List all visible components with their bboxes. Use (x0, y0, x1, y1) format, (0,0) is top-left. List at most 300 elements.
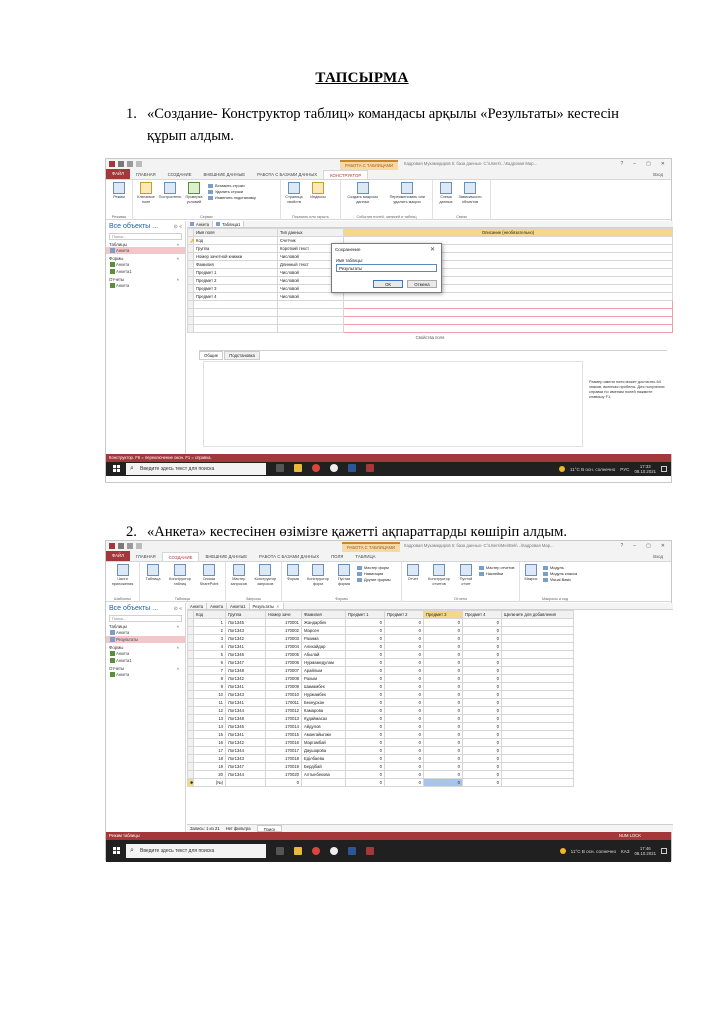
modify-lookups-button[interactable] (208, 195, 256, 200)
table-cell[interactable]: 0 (385, 707, 424, 715)
table-cell[interactable]: 0 (424, 675, 463, 683)
column-header[interactable]: Предмет 2 (385, 611, 424, 619)
table-cell[interactable]: Абылай (302, 651, 346, 659)
table-cell[interactable] (502, 619, 574, 627)
table-cell[interactable]: 170009 (266, 683, 302, 691)
language-indicator[interactable]: КАЗ (621, 848, 630, 854)
table-cell[interactable]: 170001 (266, 619, 302, 627)
table-cell[interactable]: Лог1348 (226, 667, 266, 675)
table-cell[interactable]: 170011 (266, 699, 302, 707)
table-cell[interactable]: Лог1346 (226, 651, 266, 659)
nav-search-input[interactable]: Поиск... (109, 233, 182, 240)
undo-icon[interactable] (127, 543, 133, 549)
table-cell[interactable]: 8 (194, 675, 226, 683)
save-icon[interactable] (118, 161, 124, 167)
task-view-icon[interactable] (276, 464, 284, 472)
table-cell[interactable]: Амангайыпжи (302, 731, 346, 739)
taskbar-search-input[interactable]: ⌕ Введите здесь текст для поиска (126, 463, 266, 475)
table-cell[interactable]: 0 (463, 715, 502, 723)
table-row[interactable] (188, 683, 574, 691)
chevron-up-icon[interactable]: ˄ (176, 242, 179, 247)
notifications-icon[interactable] (661, 848, 667, 854)
empty-cell[interactable] (278, 325, 344, 333)
description-cell[interactable] (344, 293, 673, 301)
table-cell[interactable]: 0 (463, 675, 502, 683)
table-cell[interactable] (502, 779, 574, 787)
undo-icon[interactable] (127, 161, 133, 167)
delete-rows-button[interactable] (208, 189, 256, 194)
table-cell[interactable]: 13 (194, 715, 226, 723)
table-row[interactable] (188, 659, 574, 667)
chevron-up-icon[interactable]: ˄ (176, 624, 179, 629)
table-cell[interactable]: 0 (346, 619, 385, 627)
record-counter[interactable]: Запись: 1 из 21 (190, 826, 220, 831)
task-view-icon[interactable] (276, 847, 284, 855)
table-cell[interactable]: 170019 (266, 763, 302, 771)
empty-cell[interactable] (278, 301, 344, 309)
table-cell[interactable]: Лог1342 (226, 675, 266, 683)
table-cell[interactable]: 0 (463, 683, 502, 691)
table-cell[interactable]: 0 (346, 659, 385, 667)
nav-group-header[interactable] (106, 643, 185, 650)
language-indicator[interactable]: РУС (620, 466, 630, 472)
table-cell[interactable]: 0 (385, 699, 424, 707)
table-cell[interactable] (502, 651, 574, 659)
table-cell[interactable]: Лог1345 (226, 619, 266, 627)
column-header[interactable]: Щелкните для добавления (502, 611, 574, 619)
table-cell[interactable]: 170012 (266, 707, 302, 715)
field-name-cell[interactable]: Группа (194, 245, 278, 253)
table-row[interactable] (188, 747, 574, 755)
chevron-up-icon[interactable]: ˄ (176, 256, 179, 261)
doc-tab-anketa-2[interactable] (207, 603, 227, 609)
table-cell[interactable]: 0 (424, 635, 463, 643)
empty-cell[interactable] (344, 309, 673, 317)
table-cell[interactable] (502, 715, 574, 723)
table-cell[interactable]: 0 (346, 691, 385, 699)
table-cell[interactable]: Лог1345 (226, 723, 266, 731)
table-cell[interactable]: 0 (385, 763, 424, 771)
table-cell[interactable]: 12 (194, 707, 226, 715)
table-cell[interactable]: Айдулов (302, 723, 346, 731)
table-cell[interactable]: 170006 (266, 659, 302, 667)
help-button[interactable]: ? (620, 543, 624, 549)
nav-item[interactable] (106, 671, 185, 678)
table-row[interactable] (188, 635, 574, 643)
table-cell[interactable]: Маргамбай (302, 739, 346, 747)
field-name-cell[interactable]: Предмет 2 (194, 277, 278, 285)
class-module-button[interactable] (543, 571, 577, 576)
table-cell[interactable]: 0 (463, 707, 502, 715)
table-cell[interactable]: 0 (346, 627, 385, 635)
table-cell[interactable] (226, 779, 266, 787)
table-cell[interactable] (502, 707, 574, 715)
table-cell[interactable]: 0 (385, 747, 424, 755)
table-row[interactable] (188, 667, 574, 675)
report-wizard-button[interactable] (479, 565, 514, 570)
table-row[interactable] (188, 723, 574, 731)
chrome-icon[interactable] (312, 847, 320, 855)
word-icon[interactable] (348, 847, 356, 855)
close-button[interactable]: ✕ (660, 161, 665, 167)
table-cell[interactable]: 17 (194, 747, 226, 755)
table-cell[interactable]: 0 (385, 643, 424, 651)
table-row[interactable] (188, 739, 574, 747)
table-cell[interactable]: 0 (346, 779, 385, 787)
table-cell[interactable]: 4 (194, 643, 226, 651)
table-cell[interactable]: 0 (463, 763, 502, 771)
table-cell[interactable]: 11 (194, 699, 226, 707)
table-cell[interactable]: (№) (194, 779, 226, 787)
navigation-button[interactable] (357, 571, 391, 576)
data-type-cell[interactable]: Короткий текст (278, 245, 344, 253)
table-cell[interactable]: 0 (424, 747, 463, 755)
table-cell[interactable] (502, 683, 574, 691)
table-cell[interactable]: 0 (346, 731, 385, 739)
chevron-up-icon[interactable]: ˄ (176, 277, 179, 282)
yandex-icon[interactable] (330, 464, 338, 472)
table-cell[interactable]: 0 (463, 747, 502, 755)
table-cell[interactable]: 170010 (266, 691, 302, 699)
nav-item[interactable] (106, 657, 185, 664)
clock[interactable] (634, 846, 656, 856)
nav-group-header[interactable] (106, 664, 185, 671)
nav-group-header[interactable] (106, 275, 185, 282)
table-cell[interactable]: Нуржамбек (302, 691, 346, 699)
help-button[interactable]: ? (620, 161, 624, 167)
table-cell[interactable]: 0 (346, 707, 385, 715)
file-explorer-icon[interactable] (294, 464, 302, 472)
table-cell[interactable]: 0 (266, 779, 302, 787)
table-cell[interactable]: Лог1341 (226, 699, 266, 707)
table-cell[interactable]: 170013 (266, 715, 302, 723)
table-cell[interactable]: 0 (385, 659, 424, 667)
table-cell[interactable] (502, 731, 574, 739)
column-header[interactable]: Группа (226, 611, 266, 619)
nav-item[interactable] (106, 268, 185, 275)
chevron-up-icon[interactable]: ˄ (176, 645, 179, 650)
data-type-cell[interactable]: Числовой (278, 269, 344, 277)
table-cell[interactable] (502, 739, 574, 747)
table-cell[interactable]: 0 (424, 755, 463, 763)
insert-rows-button[interactable] (208, 183, 256, 188)
table-cell[interactable]: 5 (194, 651, 226, 659)
table-cell[interactable]: 0 (346, 683, 385, 691)
column-header[interactable]: Фамилия (302, 611, 346, 619)
new-record-row[interactable] (188, 779, 574, 787)
file-explorer-icon[interactable] (294, 847, 302, 855)
table-cell[interactable] (502, 723, 574, 731)
table-cell[interactable]: 0 (463, 699, 502, 707)
nav-pane-header[interactable] (106, 603, 185, 615)
table-cell[interactable] (502, 699, 574, 707)
table-cell[interactable]: 0 (346, 667, 385, 675)
access-icon[interactable] (366, 464, 374, 472)
tab-external-data[interactable]: ВНЕШНИЕ ДАННЫЕ (203, 172, 246, 177)
table-cell[interactable]: 0 (463, 723, 502, 731)
tab-home[interactable]: ГЛАВНАЯ (135, 172, 156, 177)
table-cell[interactable]: 7 (194, 667, 226, 675)
table-cell[interactable] (502, 675, 574, 683)
design-row-empty[interactable] (188, 317, 673, 325)
table-cell[interactable]: 0 (385, 771, 424, 779)
table-cell[interactable] (502, 667, 574, 675)
data-type-cell[interactable]: Числовой (278, 253, 344, 261)
table-cell[interactable]: 170020 (266, 771, 302, 779)
table-cell[interactable]: 0 (424, 763, 463, 771)
table-cell[interactable] (502, 763, 574, 771)
table-cell[interactable] (502, 755, 574, 763)
table-cell[interactable]: 6 (194, 659, 226, 667)
table-name-input[interactable]: Результаты (336, 264, 437, 272)
table-cell[interactable]: 0 (385, 675, 424, 683)
table-row[interactable] (188, 715, 574, 723)
column-header[interactable]: Номер заче (266, 611, 302, 619)
table-cell[interactable]: Лог1343 (226, 627, 266, 635)
word-icon[interactable] (348, 464, 356, 472)
table-cell[interactable]: 0 (385, 755, 424, 763)
table-cell[interactable]: 170017 (266, 747, 302, 755)
table-cell[interactable]: Лог1341 (226, 683, 266, 691)
empty-cell[interactable] (278, 317, 344, 325)
redo-icon[interactable] (136, 161, 142, 167)
table-cell[interactable]: 0 (424, 731, 463, 739)
table-cell[interactable]: 170015 (266, 731, 302, 739)
table-cell[interactable]: 0 (424, 659, 463, 667)
table-cell[interactable]: 0 (463, 627, 502, 635)
table-cell[interactable]: Лог1341 (226, 643, 266, 651)
close-icon[interactable]: ✕ (429, 247, 435, 253)
design-row-empty[interactable] (188, 301, 673, 309)
table-cell[interactable]: 0 (463, 659, 502, 667)
table-cell[interactable]: 3 (194, 635, 226, 643)
column-header[interactable]: Предмет 1 (346, 611, 385, 619)
table-cell[interactable]: 0 (346, 739, 385, 747)
nav-item[interactable] (106, 261, 185, 268)
empty-cell[interactable] (344, 301, 673, 309)
table-cell[interactable]: 170016 (266, 739, 302, 747)
nav-group-header[interactable] (106, 240, 185, 247)
table-cell[interactable]: 0 (424, 779, 463, 787)
close-icon[interactable]: ✕ (276, 603, 280, 609)
table-cell[interactable]: 0 (346, 755, 385, 763)
table-cell[interactable]: 0 (385, 619, 424, 627)
data-type-cell[interactable]: Числовой (278, 277, 344, 285)
row-selector[interactable]: ✱ (188, 779, 194, 787)
access-icon[interactable] (366, 847, 374, 855)
data-type-cell[interactable]: Длинный текст (278, 261, 344, 269)
tab-fields[interactable]: ПОЛЯ (331, 554, 344, 559)
redo-icon[interactable] (136, 543, 142, 549)
column-header[interactable]: Предмет 3 (424, 611, 463, 619)
table-cell[interactable]: 0 (463, 779, 502, 787)
table-cell[interactable]: 0 (424, 699, 463, 707)
table-cell[interactable]: Лог1348 (226, 715, 266, 723)
table-cell[interactable]: Лог1343 (226, 755, 266, 763)
table-cell[interactable]: 0 (463, 731, 502, 739)
design-row-empty[interactable] (188, 325, 673, 333)
table-cell[interactable]: 0 (424, 771, 463, 779)
table-row[interactable] (188, 627, 574, 635)
table-cell[interactable]: 0 (424, 691, 463, 699)
table-cell[interactable]: 0 (346, 723, 385, 731)
table-cell[interactable]: Лог1341 (226, 731, 266, 739)
table-cell[interactable]: 0 (385, 635, 424, 643)
nav-pane-header[interactable] (106, 221, 185, 233)
nav-item[interactable] (106, 650, 185, 657)
doc-tab-results[interactable] (250, 603, 284, 609)
windows-start-icon[interactable] (113, 465, 120, 472)
table-cell[interactable]: 9 (194, 683, 226, 691)
table-cell[interactable]: 170014 (266, 723, 302, 731)
table-cell[interactable]: 0 (385, 667, 424, 675)
chrome-icon[interactable] (312, 464, 320, 472)
table-cell[interactable]: 0 (385, 739, 424, 747)
data-type-cell[interactable]: Счетчик (278, 237, 344, 245)
tab-file[interactable]: ФАЙЛ (106, 551, 130, 561)
table-cell[interactable]: 0 (385, 691, 424, 699)
nav-item[interactable] (106, 629, 185, 636)
table-cell[interactable] (502, 627, 574, 635)
notifications-icon[interactable] (661, 466, 667, 472)
maximize-button[interactable]: ▢ (646, 543, 651, 549)
table-cell[interactable]: 0 (463, 739, 502, 747)
table-row[interactable] (188, 699, 574, 707)
table-cell[interactable]: 19 (194, 763, 226, 771)
table-cell[interactable] (502, 635, 574, 643)
table-cell[interactable]: 170018 (266, 755, 302, 763)
table-cell[interactable]: 0 (424, 683, 463, 691)
sign-in-link[interactable]: Вход (653, 172, 663, 177)
table-cell[interactable]: 0 (463, 771, 502, 779)
design-row[interactable] (188, 293, 673, 301)
table-cell[interactable]: 0 (385, 651, 424, 659)
table-cell[interactable]: Лог1343 (226, 691, 266, 699)
table-cell[interactable]: 0 (346, 635, 385, 643)
empty-cell[interactable] (194, 309, 278, 317)
table-cell[interactable]: 0 (346, 763, 385, 771)
chevron-down-icon[interactable]: ⊙ « (173, 224, 182, 230)
filter-indicator[interactable]: Нет фильтра (225, 826, 251, 831)
table-row[interactable] (188, 651, 574, 659)
tab-table[interactable]: ТАБЛИЦА (355, 554, 376, 559)
table-cell[interactable]: 20 (194, 771, 226, 779)
taskbar-search-input[interactable]: ⌕ Введите здесь текст для поиска (126, 844, 266, 858)
table-cell[interactable]: 0 (424, 619, 463, 627)
table-cell[interactable]: 0 (424, 739, 463, 747)
table-cell[interactable]: Алтынбекова (302, 771, 346, 779)
chevron-up-icon[interactable]: ˄ (176, 666, 179, 671)
table-cell[interactable]: 15 (194, 731, 226, 739)
tab-create[interactable]: СОЗДАНИЕ (162, 552, 200, 561)
tab-database-tools[interactable]: РАБОТА С БАЗАМИ ДАННЫХ (257, 172, 318, 177)
table-cell[interactable]: 18 (194, 755, 226, 763)
table-cell[interactable]: Даушарова (302, 747, 346, 755)
table-cell[interactable]: Шамамбек (302, 683, 346, 691)
tab-database-tools[interactable]: РАБОТА С БАЗАМИ ДАННЫХ (259, 554, 320, 559)
table-cell[interactable]: 0 (463, 619, 502, 627)
empty-cell[interactable] (194, 317, 278, 325)
key-icon[interactable]: 🔑 (188, 237, 194, 245)
table-cell[interactable] (502, 691, 574, 699)
yandex-icon[interactable] (330, 847, 338, 855)
doc-tab-table1[interactable] (213, 221, 244, 227)
table-cell[interactable]: 170004 (266, 643, 302, 651)
table-row[interactable] (188, 675, 574, 683)
table-cell[interactable]: Рахима (302, 635, 346, 643)
table-cell[interactable]: Рахым (302, 675, 346, 683)
table-cell[interactable]: Лог1344 (226, 747, 266, 755)
table-cell[interactable]: 170003 (266, 635, 302, 643)
minimize-button[interactable]: – (633, 161, 637, 167)
record-search-input[interactable]: Поиск (257, 825, 283, 832)
table-cell[interactable]: Бердібай (302, 763, 346, 771)
chevron-down-icon[interactable]: ⊙ « (173, 606, 182, 612)
table-cell[interactable]: Марсен (302, 627, 346, 635)
close-button[interactable]: ✕ (660, 543, 665, 549)
tab-external-data[interactable]: ВНЕШНИЕ ДАННЫЕ (205, 554, 248, 559)
form-wizard-button[interactable] (357, 565, 391, 570)
table-cell[interactable]: 0 (424, 643, 463, 651)
labels-button[interactable] (479, 571, 514, 576)
table-cell[interactable]: 170005 (266, 651, 302, 659)
tab-design[interactable]: КОНСТРУКТОР (323, 170, 368, 179)
table-cell[interactable]: Еділбаева (302, 755, 346, 763)
clock[interactable] (634, 464, 656, 474)
nav-item[interactable] (106, 247, 185, 254)
field-name-cell[interactable]: Предмет 3 (194, 285, 278, 293)
table-row[interactable] (188, 771, 574, 779)
field-name-cell[interactable]: Фамилия (194, 261, 278, 269)
table-cell[interactable] (502, 659, 574, 667)
table-cell[interactable]: Лог1347 (226, 763, 266, 771)
module-button[interactable] (543, 565, 577, 570)
table-cell[interactable]: Камарова (302, 707, 346, 715)
table-cell[interactable]: 170008 (266, 675, 302, 683)
table-cell[interactable]: 0 (463, 691, 502, 699)
column-header[interactable]: Код (194, 611, 226, 619)
doc-tab-anketa1[interactable] (227, 603, 249, 609)
tab-general[interactable]: Общие (199, 351, 223, 360)
table-cell[interactable]: Лог1344 (226, 707, 266, 715)
table-row[interactable] (188, 643, 574, 651)
table-cell[interactable]: Лог1342 (226, 635, 266, 643)
table-cell[interactable]: Жандарбек (302, 619, 346, 627)
table-cell[interactable]: 0 (463, 755, 502, 763)
table-cell[interactable] (502, 771, 574, 779)
cancel-button[interactable]: Отмена (407, 280, 437, 288)
ok-button[interactable]: ОК (373, 280, 403, 288)
table-cell[interactable]: 0 (385, 723, 424, 731)
empty-cell[interactable] (344, 325, 673, 333)
table-cell[interactable]: 0 (424, 667, 463, 675)
table-cell[interactable]: 0 (346, 699, 385, 707)
table-cell[interactable]: 170002 (266, 627, 302, 635)
table-cell[interactable]: 0 (346, 747, 385, 755)
table-cell[interactable]: 0 (346, 675, 385, 683)
table-cell[interactable]: Бекнурхан (302, 699, 346, 707)
tab-create[interactable]: СОЗДАНИЕ (167, 172, 192, 177)
table-cell[interactable]: 0 (424, 651, 463, 659)
table-cell[interactable]: 0 (463, 667, 502, 675)
table-cell[interactable]: 16 (194, 739, 226, 747)
table-row[interactable] (188, 619, 574, 627)
empty-cell[interactable] (194, 301, 278, 309)
table-row[interactable] (188, 691, 574, 699)
save-icon[interactable] (118, 543, 124, 549)
data-type-cell[interactable]: Числовой (278, 293, 344, 301)
table-cell[interactable]: 0 (385, 683, 424, 691)
